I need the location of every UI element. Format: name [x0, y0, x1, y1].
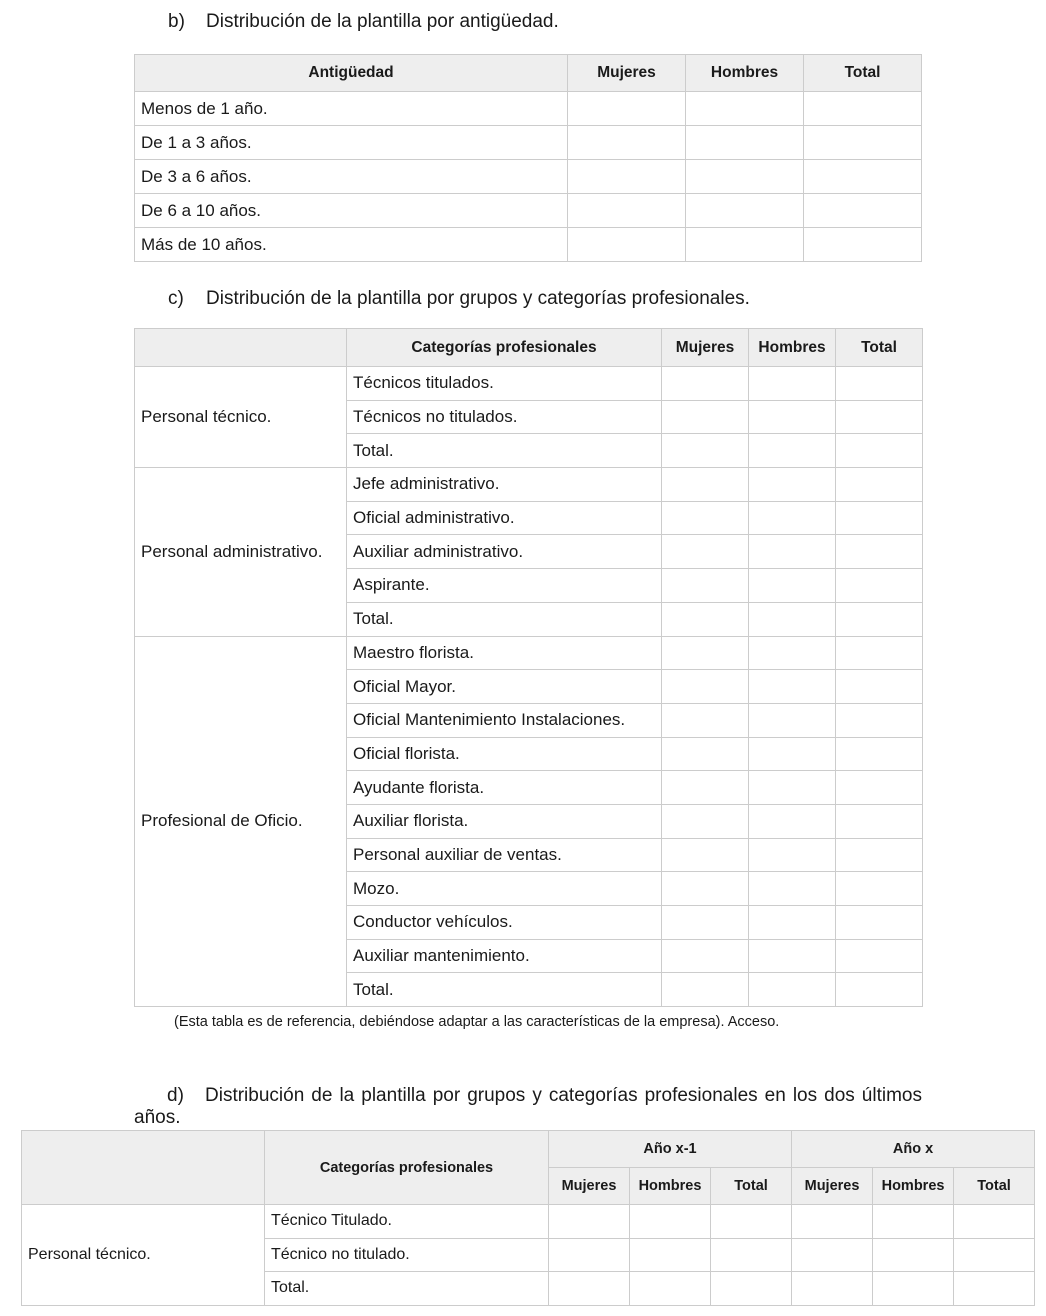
- cell-total[interactable]: [804, 92, 922, 126]
- cell-total[interactable]: [836, 400, 923, 434]
- section-c-heading: [168, 288, 750, 310]
- seniority-table: [134, 54, 922, 262]
- cell-total-curr[interactable]: [954, 1272, 1035, 1306]
- category-label: Auxiliar mantenimiento.: [347, 939, 662, 973]
- category-label: Maestro florista.: [347, 636, 662, 670]
- cell-hombres[interactable]: [686, 126, 804, 160]
- cell-mujeres[interactable]: [568, 160, 686, 194]
- category-label: Total.: [265, 1272, 549, 1306]
- cell-hombres[interactable]: [749, 468, 836, 502]
- cell-total[interactable]: [836, 468, 923, 502]
- header-categorias: Categorías profesionales: [265, 1131, 549, 1205]
- cell-mujeres[interactable]: [662, 602, 749, 636]
- section-d-title: Distribución de la plantilla por grupos y categorías profesionales en los dos últimos años.: [134, 1085, 922, 1128]
- cell-mujeres-curr[interactable]: [792, 1238, 873, 1272]
- category-label: Conductor vehículos.: [347, 906, 662, 940]
- group-label: Profesional de Oficio.: [135, 636, 347, 1007]
- header-mujeres: Mujeres: [568, 55, 686, 92]
- cell-hombres[interactable]: [749, 838, 836, 872]
- cell-total-curr[interactable]: [954, 1238, 1035, 1272]
- table-header-row: [135, 55, 922, 92]
- category-label: Total.: [347, 434, 662, 468]
- cell-total[interactable]: [836, 670, 923, 704]
- cell-hombres[interactable]: [686, 92, 804, 126]
- row-label: Más de 10 años.: [135, 228, 568, 262]
- cell-hombres[interactable]: [749, 636, 836, 670]
- cell-hombres[interactable]: [749, 872, 836, 906]
- category-label: Aspirante.: [347, 569, 662, 603]
- row-label: De 3 a 6 años.: [135, 160, 568, 194]
- category-label: Total.: [347, 973, 662, 1007]
- table-row: [135, 468, 923, 502]
- category-label: Ayudante florista.: [347, 771, 662, 805]
- category-label: Oficial administrativo.: [347, 501, 662, 535]
- category-label: Auxiliar florista.: [347, 804, 662, 838]
- cell-hombres[interactable]: [749, 737, 836, 771]
- cell-mujeres[interactable]: [662, 939, 749, 973]
- cell-total-prev[interactable]: [711, 1272, 792, 1306]
- section-d-heading: [134, 1085, 922, 1129]
- cell-mujeres[interactable]: [662, 501, 749, 535]
- cell-mujeres-curr[interactable]: [792, 1205, 873, 1239]
- cell-mujeres-prev[interactable]: [549, 1272, 630, 1306]
- category-label: Técnicos no titulados.: [347, 400, 662, 434]
- category-label: Oficial florista.: [347, 737, 662, 771]
- cell-mujeres-prev[interactable]: [549, 1205, 630, 1239]
- cell-hombres[interactable]: [749, 670, 836, 704]
- cell-total-prev[interactable]: [711, 1238, 792, 1272]
- section-b-heading: [168, 11, 559, 33]
- table-row: [135, 126, 922, 160]
- cell-mujeres[interactable]: [662, 636, 749, 670]
- cell-mujeres[interactable]: [662, 468, 749, 502]
- category-label: Mozo.: [347, 872, 662, 906]
- cell-hombres[interactable]: [749, 703, 836, 737]
- cell-total[interactable]: [836, 434, 923, 468]
- cell-hombres[interactable]: [749, 400, 836, 434]
- header-group: [135, 329, 347, 367]
- table-row: [135, 228, 922, 262]
- cell-mujeres-prev[interactable]: [549, 1238, 630, 1272]
- cell-total-prev[interactable]: [711, 1205, 792, 1239]
- cell-total[interactable]: [836, 906, 923, 940]
- cell-total[interactable]: [836, 973, 923, 1007]
- cell-hombres[interactable]: [749, 771, 836, 805]
- cell-total[interactable]: [836, 501, 923, 535]
- section-b-title: Distribución de la plantilla por antigüedad.: [206, 11, 559, 32]
- header-total-curr: Total: [954, 1168, 1035, 1205]
- two-year-categories-table: [21, 1130, 1035, 1306]
- table-header-row: [22, 1131, 1035, 1168]
- cell-total[interactable]: [836, 939, 923, 973]
- cell-hombres-curr[interactable]: [873, 1238, 954, 1272]
- cell-total[interactable]: [836, 367, 923, 401]
- cell-total[interactable]: [804, 126, 922, 160]
- cell-total[interactable]: [836, 872, 923, 906]
- cell-mujeres[interactable]: [662, 872, 749, 906]
- cell-hombres[interactable]: [749, 367, 836, 401]
- table-row: [135, 636, 923, 670]
- cell-hombres[interactable]: [749, 804, 836, 838]
- header-group: [22, 1131, 265, 1205]
- category-label: Jefe administrativo.: [347, 468, 662, 502]
- cell-hombres[interactable]: [749, 569, 836, 603]
- header-year-curr: Año x: [792, 1131, 1035, 1168]
- category-label: Técnico no titulado.: [265, 1238, 549, 1272]
- table-row: [22, 1205, 1035, 1239]
- section-c-title: Distribución de la plantilla por grupos y categorías profesionales.: [206, 288, 750, 309]
- reference-note: (Esta tabla es de referencia, debiéndose adaptar a las características de la empresa). Acceso.: [174, 1014, 780, 1030]
- cell-total[interactable]: [836, 535, 923, 569]
- category-label: Oficial Mantenimiento Instalaciones.: [347, 703, 662, 737]
- cell-mujeres[interactable]: [662, 737, 749, 771]
- section-d-label: d): [167, 1085, 184, 1106]
- cell-hombres[interactable]: [749, 939, 836, 973]
- cell-hombres[interactable]: [686, 228, 804, 262]
- cell-total[interactable]: [836, 804, 923, 838]
- cell-mujeres[interactable]: [568, 126, 686, 160]
- row-label: De 6 a 10 años.: [135, 194, 568, 228]
- cell-mujeres[interactable]: [662, 973, 749, 1007]
- header-mujeres-prev: Mujeres: [549, 1168, 630, 1205]
- cell-total[interactable]: [836, 771, 923, 805]
- cell-total[interactable]: [804, 160, 922, 194]
- cell-mujeres[interactable]: [662, 703, 749, 737]
- row-label: De 1 a 3 años.: [135, 126, 568, 160]
- cell-hombres[interactable]: [749, 501, 836, 535]
- cell-total[interactable]: [836, 838, 923, 872]
- cell-mujeres[interactable]: [662, 535, 749, 569]
- section-c-label: c): [168, 288, 184, 309]
- cell-mujeres[interactable]: [662, 400, 749, 434]
- cell-mujeres[interactable]: [662, 838, 749, 872]
- header-hombres: Hombres: [749, 329, 836, 367]
- header-total-prev: Total: [711, 1168, 792, 1205]
- cell-mujeres[interactable]: [568, 228, 686, 262]
- cell-mujeres[interactable]: [662, 906, 749, 940]
- cell-hombres[interactable]: [686, 160, 804, 194]
- cell-mujeres[interactable]: [662, 434, 749, 468]
- cell-hombres-prev[interactable]: [630, 1238, 711, 1272]
- cell-mujeres[interactable]: [662, 367, 749, 401]
- cell-hombres-curr[interactable]: [873, 1205, 954, 1239]
- header-categorias: Categorías profesionales: [347, 329, 662, 367]
- table-row: [135, 92, 922, 126]
- cell-mujeres-curr[interactable]: [792, 1272, 873, 1306]
- category-label: Auxiliar administrativo.: [347, 535, 662, 569]
- cell-total[interactable]: [836, 569, 923, 603]
- cell-hombres[interactable]: [749, 973, 836, 1007]
- cell-hombres-prev[interactable]: [630, 1205, 711, 1239]
- categories-table: [134, 328, 923, 1007]
- category-label: Personal auxiliar de ventas.: [347, 838, 662, 872]
- table-row: [135, 367, 923, 401]
- category-label: Técnicos titulados.: [347, 367, 662, 401]
- cell-mujeres[interactable]: [662, 670, 749, 704]
- header-total: Total: [836, 329, 923, 367]
- cell-total[interactable]: [804, 228, 922, 262]
- group-label: Personal administrativo.: [135, 468, 347, 636]
- cell-total[interactable]: [836, 636, 923, 670]
- cell-hombres[interactable]: [749, 535, 836, 569]
- row-label: Menos de 1 año.: [135, 92, 568, 126]
- cell-hombres-prev[interactable]: [630, 1272, 711, 1306]
- cell-total-curr[interactable]: [954, 1205, 1035, 1239]
- table-header-row: [135, 329, 923, 367]
- cell-mujeres[interactable]: [568, 194, 686, 228]
- category-label: Técnico Titulado.: [265, 1205, 549, 1239]
- cell-hombres-curr[interactable]: [873, 1272, 954, 1306]
- cell-hombres[interactable]: [686, 194, 804, 228]
- table-row: [135, 194, 922, 228]
- header-hombres-prev: Hombres: [630, 1168, 711, 1205]
- header-total: Total: [804, 55, 922, 92]
- cell-hombres[interactable]: [749, 602, 836, 636]
- cell-mujeres[interactable]: [662, 771, 749, 805]
- header-year-prev: Año x-1: [549, 1131, 792, 1168]
- group-label: Personal técnico.: [22, 1205, 265, 1306]
- header-mujeres-curr: Mujeres: [792, 1168, 873, 1205]
- header-mujeres: Mujeres: [662, 329, 749, 367]
- table-row: [135, 160, 922, 194]
- cell-hombres[interactable]: [749, 434, 836, 468]
- cell-total[interactable]: [836, 703, 923, 737]
- group-label: Personal técnico.: [135, 367, 347, 468]
- header-hombres: Hombres: [686, 55, 804, 92]
- cell-total[interactable]: [804, 194, 922, 228]
- cell-total[interactable]: [836, 602, 923, 636]
- cell-mujeres[interactable]: [662, 804, 749, 838]
- cell-mujeres[interactable]: [568, 92, 686, 126]
- cell-total[interactable]: [836, 737, 923, 771]
- header-antiguedad: Antigüedad: [135, 55, 568, 92]
- category-label: Total.: [347, 602, 662, 636]
- section-b-label: b): [168, 11, 185, 32]
- header-hombres-curr: Hombres: [873, 1168, 954, 1205]
- cell-hombres[interactable]: [749, 906, 836, 940]
- cell-mujeres[interactable]: [662, 569, 749, 603]
- category-label: Oficial Mayor.: [347, 670, 662, 704]
